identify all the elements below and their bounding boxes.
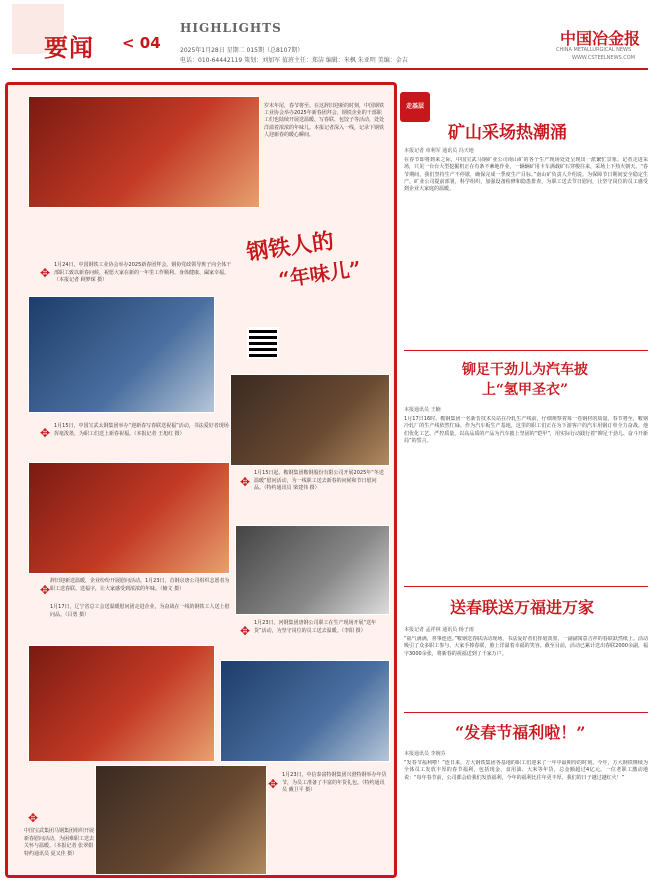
website-url[interactable]: WWW.CSTEELNEWS.COM (572, 55, 636, 61)
page-number: < 04 (122, 34, 161, 52)
article-byline: 本报通讯员 李婉芬 (404, 751, 446, 757)
photo-couplets (28, 462, 230, 574)
article-divider (404, 586, 648, 587)
article-title[interactable]: 送春联送万福进万家 (450, 598, 595, 617)
photo-calligraphy (28, 296, 215, 413)
chinese-knot-icon: ✥ (40, 426, 51, 440)
article-byline: 本报记者 孟祥林 通讯员 杨子雨 (404, 627, 474, 633)
chinese-knot-icon: ✥ (28, 811, 39, 825)
feature-slogan (226, 222, 386, 292)
slogan-line-1: 钢铁人的 (244, 227, 336, 266)
newspaper-logo: 中国冶金报 (560, 29, 641, 48)
chinese-knot-icon: ✥ (268, 777, 279, 791)
photo-caption: 1月15日，中国宝武太钢集团举办“迎新春写春联送祝福”活动，书法爱好者现场挥毫泼墨，为职工们送上新春祝福。（本报记者 王旭红 摄） (54, 423, 229, 437)
chinese-knot-icon: ✥ (240, 475, 251, 489)
column-badge: 走基层 (400, 92, 430, 122)
photo-warm-visit (230, 374, 390, 466)
article-byline: 本报记者 章利军 通讯员 冯天地 (404, 148, 474, 154)
section-title: 要闻 (44, 33, 94, 62)
newspaper-logo-english: CHINA METALLURGICAL NEWS (556, 47, 632, 53)
chinese-knot-icon: ✥ (40, 266, 51, 280)
article-title[interactable]: 矿山采场热潮涌 (448, 123, 567, 143)
slogan-line-2: “年味儿” (276, 256, 363, 292)
photo-new-year-goods (235, 525, 390, 615)
chinese-knot-icon: ✥ (40, 583, 51, 597)
editor-info: 电话：010-64442119 策划：刘加军 值班主任：郑洁 编辑：米枫 朱亚明 美编：金吉 (180, 57, 408, 64)
article-body: “福气满满，喜事连连。”鞍钢送春联活动现场，书法爱好者们挥毫泼墨，一副副寓意吉祥的春联跃然纸上。活动吸引了众多职工参与，大家手捧春联，脸上洋溢着幸福的笑容。截至目前，活动已累计送出春联2000余副，福字3000余张，将新春的祝福送到了千家万户。 (404, 636, 648, 657)
qr-code[interactable] (247, 327, 279, 359)
photo-caption: 1月17日，辽宁省总工会送温暖慰问团走进企业，为奋战在一线的钢铁工人送上慰问品。（吕勇 摄） (50, 604, 230, 618)
photo-caption: 1月23日，中信泰富特钢集团兴澄特钢举办年货节，为员工准备了丰富的年货礼包。（特约通讯员 戴卫平 摄） (282, 772, 387, 793)
photo-steel-workers (28, 645, 215, 762)
article-body: 1月17日16时，鞍钢集团一名新晋技术员站在冷轧生产线前，仔细观察着每一卷钢材的质量。春节将至，鞍钢冷轧厂的生产线依然忙碌。作为汽车板生产基地，这里的职工们正在为下游客户的汽车用钢订单全力奋战。他们优化工艺、严控质量，以高品质的产品为汽车披上坚固的“铠甲”，用实际行动践行着“铆足干劲儿、奋斗开新局”的誓言。 (404, 416, 648, 444)
feature-intro: 岁末年尾，春节将至。在这辞旧迎新的时刻，中国钢铁工业协会举办2025年新春团拜会，钢铁企业的干部职工们也陆续开展送温暖、写春联、包饺子等活动，处处洋溢着浓浓的年味儿。本报记者深入一线，记录下钢铁人迎新春的暖心瞬间。 (264, 103, 385, 138)
header-divider (12, 68, 648, 70)
section-title-english: HIGHLIGHTS (180, 21, 282, 35)
photo-caption: 1月15日起，鞍钢集团鞍钢股份有限公司开展2025年“冬送温暖”慰问活动，为一线职工送去新春的问候和节日慰问品。（特约通讯员 梁建伟 摄） (254, 470, 384, 491)
article-title[interactable]: “发春节福利啦！” (455, 723, 586, 742)
chinese-knot-icon: ✥ (240, 624, 251, 638)
photo-caption: 1月24日，中国钢铁工业协会举办2025新春团拜会。钢协党政领导班子向全体干部职工致以新春问候，祝愿大家在新的一年里工作顺利、身体健康、阖家幸福。（本报记者 顾梦琛 摄） (54, 262, 232, 283)
photo-gift-distribution (95, 765, 267, 875)
issue-info: 2025年1月28日 星期二 015期（总8107期） (180, 47, 304, 54)
photo-caption: 中国宝武集团马钢集团组织开展新春慰问活动，为困难职工送去关怀与温暖。（本报记者 张翠娟 特约通讯员 夏又佳 摄） (24, 828, 95, 857)
article-divider (404, 712, 648, 713)
article-divider (404, 350, 648, 351)
article-byline: 本报通讯员 王楠 (404, 407, 441, 413)
photo-office-visit (220, 660, 390, 762)
photo-new-year-gathering (28, 96, 260, 208)
article-title[interactable]: 铆足干劲儿为汽车披上“氢甲圣衣” (462, 362, 588, 398)
article-body: 在春节即将到来之际，中国宝武马钢矿业公司南山矿的各个生产现场处处呈现出一派繁忙景象。记者走进采场，只见一台台大型挖掘机正在有条不紊地作业，一辆辆矿用卡车满载矿石穿梭往来，采场上下热火朝天。“春节期间，我们坚持生产不停歇，确保完成一季度生产目标。”南山矿负责人介绍说。为保障节日期间安全稳定生产，矿业公司提前部署，科学组织，加强设备检修和隐患排查，为职工送去节日慰问，让坚守岗位的员工感受到企业大家庭的温暖。 (404, 157, 648, 193)
photo-caption: 1月23日，河钢集团唐钢公司职工在生产现场开展“送年货”活动，为坚守岗位的员工送去温暖。（李阳 摄） (254, 620, 377, 634)
photo-caption: 辞旧迎新送温暖，企业纷纷开展慰问活动。1月23日，首钢京唐公司组织志愿者为职工送春联、送福字，让大家感受到浓浓的年味。（楠文 摄） (50, 578, 230, 592)
article-body: “发春节福利啦！”连日来，方大钢铁集团各基地的职工们迎来了一年中最期待的时刻。今年，方大钢铁继续为全体员工发放丰厚的春节福利，包括现金、食用油、大米等年货，总金额超过4亿元。一位老职工激动地说：“每年春节前，公司都会给我们发放福利，今年的福利比往年更丰厚，我们的日子越过越红火！” (404, 760, 648, 781)
